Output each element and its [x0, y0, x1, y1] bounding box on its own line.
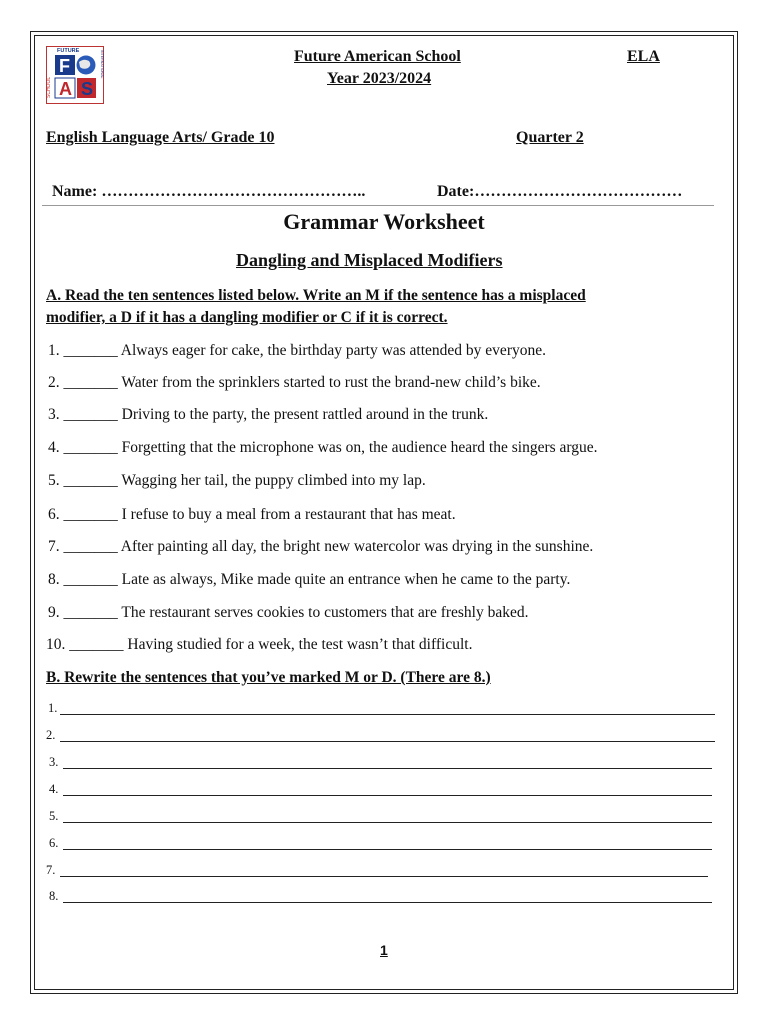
school-name: Future American School — [294, 48, 461, 65]
date-field[interactable]: Date:………………………………… — [437, 183, 683, 200]
rewrite-label: 1. — [48, 701, 58, 715]
rewrite-line[interactable] — [63, 902, 712, 903]
section-a-instructions-line1: A. Read the ten sentences listed below. Write an M if the sentence has a misplaced — [46, 287, 586, 304]
rewrite-label: 8. — [49, 889, 59, 903]
logo-side-left: SCHOOL — [46, 76, 52, 98]
rewrite-line[interactable] — [60, 714, 715, 715]
rewrite-line[interactable] — [60, 741, 715, 742]
course-title: English Language Arts/ Grade 10 — [46, 129, 275, 146]
school-logo — [46, 46, 104, 104]
page-title: Grammar Worksheet — [283, 209, 485, 234]
page-subtitle: Dangling and Misplaced Modifiers — [236, 250, 503, 270]
rewrite-label: 3. — [49, 755, 59, 769]
section-a-instructions-line2: modifier, a D if it has a dangling modifier or C if it is correct. — [46, 309, 448, 326]
rewrite-label: 7. — [46, 863, 56, 877]
quarter-label: Quarter 2 — [516, 129, 584, 146]
sentence-item[interactable]: 7. _______ After painting all day, the bright new watercolor was drying in the sunshine. — [48, 538, 594, 555]
rewrite-line[interactable] — [63, 849, 712, 850]
sentence-item[interactable]: 3. _______ Driving to the party, the present rattled around in the trunk. — [48, 406, 489, 423]
rewrite-label: 4. — [49, 782, 59, 796]
rewrite-label: 5. — [49, 809, 59, 823]
sentence-item[interactable]: 4. _______ Forgetting that the microphone was on, the audience heard the singers argue. — [48, 439, 598, 456]
logo-letter-s: S — [81, 79, 94, 99]
rewrite-line[interactable] — [60, 876, 708, 877]
logo-letter-a: A — [59, 79, 72, 99]
sentence-item[interactable]: 1. _______ Always eager for cake, the birthday party was attended by everyone. — [48, 342, 546, 359]
rewrite-line[interactable] — [63, 795, 712, 796]
name-field[interactable]: Name: ………………………………………….. — [52, 183, 366, 200]
subject-tag: ELA — [627, 48, 660, 65]
sentence-item[interactable]: 6. _______ I refuse to buy a meal from a restaurant that has meat. — [48, 506, 456, 523]
rewrite-label: 2. — [46, 728, 56, 742]
page-number: 1 — [380, 942, 388, 958]
section-b-instructions: B. Rewrite the sentences that you’ve marked M or D. (There are 8.) — [46, 669, 491, 686]
sentence-item[interactable]: 10. _______ Having studied for a week, the test wasn’t that difficult. — [46, 636, 473, 653]
rewrite-line[interactable] — [63, 768, 712, 769]
logo-side-right: INTERNATIONAL — [100, 50, 104, 79]
logo-top-text: FUTURE — [57, 48, 80, 54]
rewrite-line[interactable] — [63, 822, 712, 823]
logo-letter-f: F — [59, 56, 70, 76]
sentence-item[interactable]: 9. _______ The restaurant serves cookies to customers that are freshly baked. — [48, 604, 529, 621]
rewrite-label: 6. — [49, 836, 59, 850]
school-year: Year 2023/2024 — [327, 70, 432, 87]
header-divider — [42, 205, 714, 206]
sentence-item[interactable]: 5. _______ Wagging her tail, the puppy climbed into my lap. — [48, 472, 426, 489]
sentence-item[interactable]: 2. _______ Water from the sprinklers started to rust the brand-new child’s bike. — [48, 374, 541, 391]
sentence-item[interactable]: 8. _______ Late as always, Mike made quite an entrance when he came to the party. — [48, 571, 571, 588]
